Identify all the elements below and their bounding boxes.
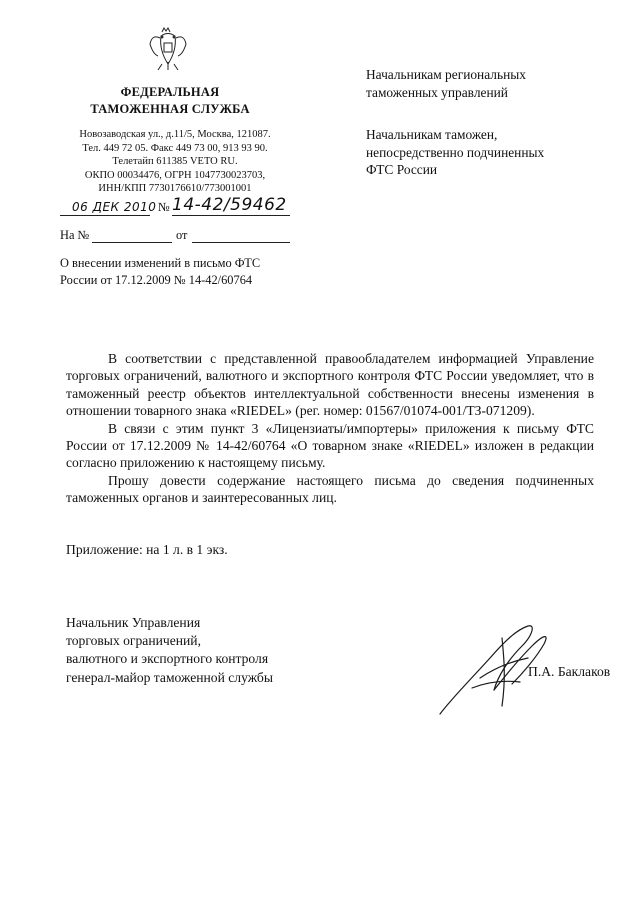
sender-inn: ИНН/КПП 7730176610/773001001	[98, 183, 252, 195]
coat-of-arms-icon	[148, 26, 188, 72]
registration-number-label: №	[158, 200, 170, 214]
addressee-line: непосредственно подчиненных	[366, 144, 545, 160]
registration-number: 14-42/59462	[172, 195, 287, 215]
addressee-line: таможенных управлений	[366, 84, 508, 100]
number-underline	[172, 215, 290, 216]
addressee-regional	[366, 66, 526, 101]
sender-address: Новозаводская ул., д.11/5, Москва, 121087.	[79, 129, 271, 140]
attachment-note: Приложение: на 1 л. в 1 экз.	[66, 542, 228, 557]
subject-line: О внесении изменений в письмо ФТС	[60, 256, 261, 270]
signer-title-line: торговых ограничений,	[66, 633, 201, 649]
signer-title-line: валютного и экспортного контроля	[66, 651, 269, 667]
letter-body	[66, 350, 594, 507]
sender-org-name	[60, 84, 280, 118]
sender-teletype: Телетайп 611385 VETO RU.	[112, 156, 238, 168]
body-paragraph: В соответствии с представленной правообладателем информацией Управление торговых ограничений, валютного и экспортного контроля ФТС России уведомляет, что в таможенный реестр объектов интеллектуальной собственности внесены изменения в отношении товарного знака «RIEDEL» (рег. номер: 01567/01074-001/ТЗ-071209).	[66, 351, 594, 419]
signer-name: П.А. Баклаков	[528, 664, 611, 679]
date-underline	[60, 215, 150, 216]
org-name-line: ТАМОЖЕННАЯ СЛУЖБА	[90, 102, 250, 116]
addressee-customs	[366, 126, 544, 179]
sender-okpo: ОКПО 00034476, ОГРН 1047730023703,	[84, 169, 266, 181]
sender-phone: Тел. 449 72 05. Факс 449 73 00, 913 93 90.	[82, 142, 268, 154]
body-paragraph: В связи с этим пункт 3 «Лицензиаты/импортеры» приложения к письму ФТС России от 17.12.2009 № 14-42/60764 «О товарном знаке «RIEDEL» изложен в редакции согласно приложению к настоящему письму.	[66, 420, 594, 471]
reference-number-label: На №	[60, 228, 90, 242]
signer-title	[66, 614, 273, 687]
sender-details	[50, 128, 300, 196]
subject-line: России от 17.12.2009 № 14-42/60764	[60, 273, 253, 287]
org-name-line: ФЕДЕРАЛЬНАЯ	[120, 85, 220, 99]
body-paragraph: Прошу довести содержание настоящего письма до сведения подчиненных таможенных органов и заинтересованных лиц.	[66, 472, 594, 506]
reference-date-line	[192, 242, 290, 243]
addressee-line: Начальникам таможен,	[366, 127, 498, 142]
registration-date: 06 ДЕК 2010	[72, 200, 157, 214]
addressee-line: Начальникам региональных	[366, 67, 526, 82]
reference-date-label: от	[176, 228, 188, 242]
reference-number-line	[92, 242, 172, 243]
letter-subject	[60, 255, 260, 289]
signer-title-line: генерал-майор таможенной службы	[66, 669, 273, 685]
addressee-line: ФТС России	[366, 162, 438, 177]
signer-title-line: Начальник Управления	[66, 615, 201, 630]
